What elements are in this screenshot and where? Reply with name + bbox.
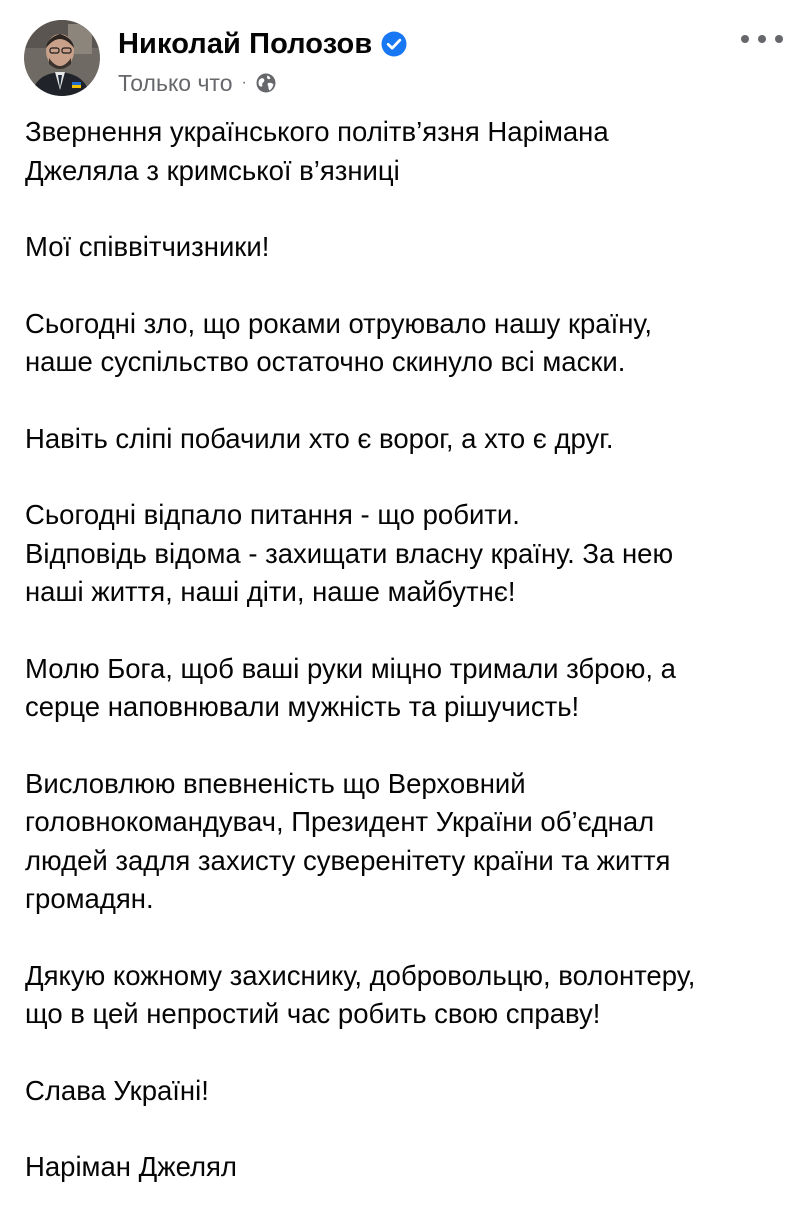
post-timestamp[interactable]: Только что [118, 69, 233, 96]
post-text-line: Джеляла з кримської в’язниці [25, 154, 400, 186]
author-name[interactable]: Николай Полозов [118, 27, 373, 60]
post-text-line: громадян. [25, 883, 154, 914]
post-text-line: головнокомандувач, Президент України об’єднал [25, 806, 655, 837]
avatar-photo [24, 20, 100, 96]
meta-separator: · [241, 74, 247, 91]
post-text-line: наше суспільство остаточно скинуло всі маски. [25, 346, 626, 377]
post-paragraph [25, 113, 785, 190]
more-options-button[interactable] [740, 28, 784, 50]
globe-icon[interactable] [255, 72, 277, 94]
post-paragraph [25, 420, 785, 459]
post-text-line: Дякую кожному захиснику, добровольцю, волонтеру, [25, 959, 696, 991]
post-paragraph [25, 1148, 785, 1187]
author-row [118, 26, 407, 62]
post-header [0, 0, 800, 112]
post-paragraph [25, 650, 785, 727]
verified-badge-icon [381, 31, 407, 57]
post-text-line: Відповідь відома - захищати власну країну. За нею [25, 537, 674, 569]
post-paragraph [25, 228, 785, 267]
post-paragraph [25, 765, 785, 919]
post-text-line: людей задля захисту суверенітету країни та життя [25, 844, 671, 876]
post-text-line: Звернення українського політв’язня Нарімана [25, 116, 609, 147]
post-text-line: Навіть сліпі побачили хто є ворог, а хто є друг. [25, 422, 614, 454]
post-text-line: Сьогодні відпало питання - що робити. [25, 499, 520, 530]
author-avatar[interactable] [24, 20, 100, 96]
post-text-line: Молю Бога, щоб ваші руки міцно тримали зброю, а [25, 652, 676, 684]
post-meta [118, 68, 277, 98]
post-text-line: Наріман Джелял [25, 1151, 237, 1182]
post-text-line: Мої співвітчизники! [25, 231, 270, 262]
post-paragraph [25, 957, 785, 1034]
post-text-line: наші життя, наші діти, наше майбутнє! [25, 576, 516, 607]
post-text-line: що в цей непростий час робить свою справу! [25, 998, 601, 1029]
post-text-line: Слава Україні! [25, 1074, 209, 1106]
post-body-text [25, 113, 785, 1225]
post-text-line: Висловлюю впевненість що Верховний [25, 767, 526, 799]
more-horizontal-icon [740, 34, 784, 44]
post-text-line: серце наповнювали мужність та рішучисть! [25, 691, 580, 722]
post-paragraph [25, 496, 785, 612]
post-text-line: Сьогодні зло, що роками отруювало нашу країну, [25, 307, 653, 339]
post-paragraph [25, 1072, 785, 1111]
post-paragraph [25, 305, 785, 382]
